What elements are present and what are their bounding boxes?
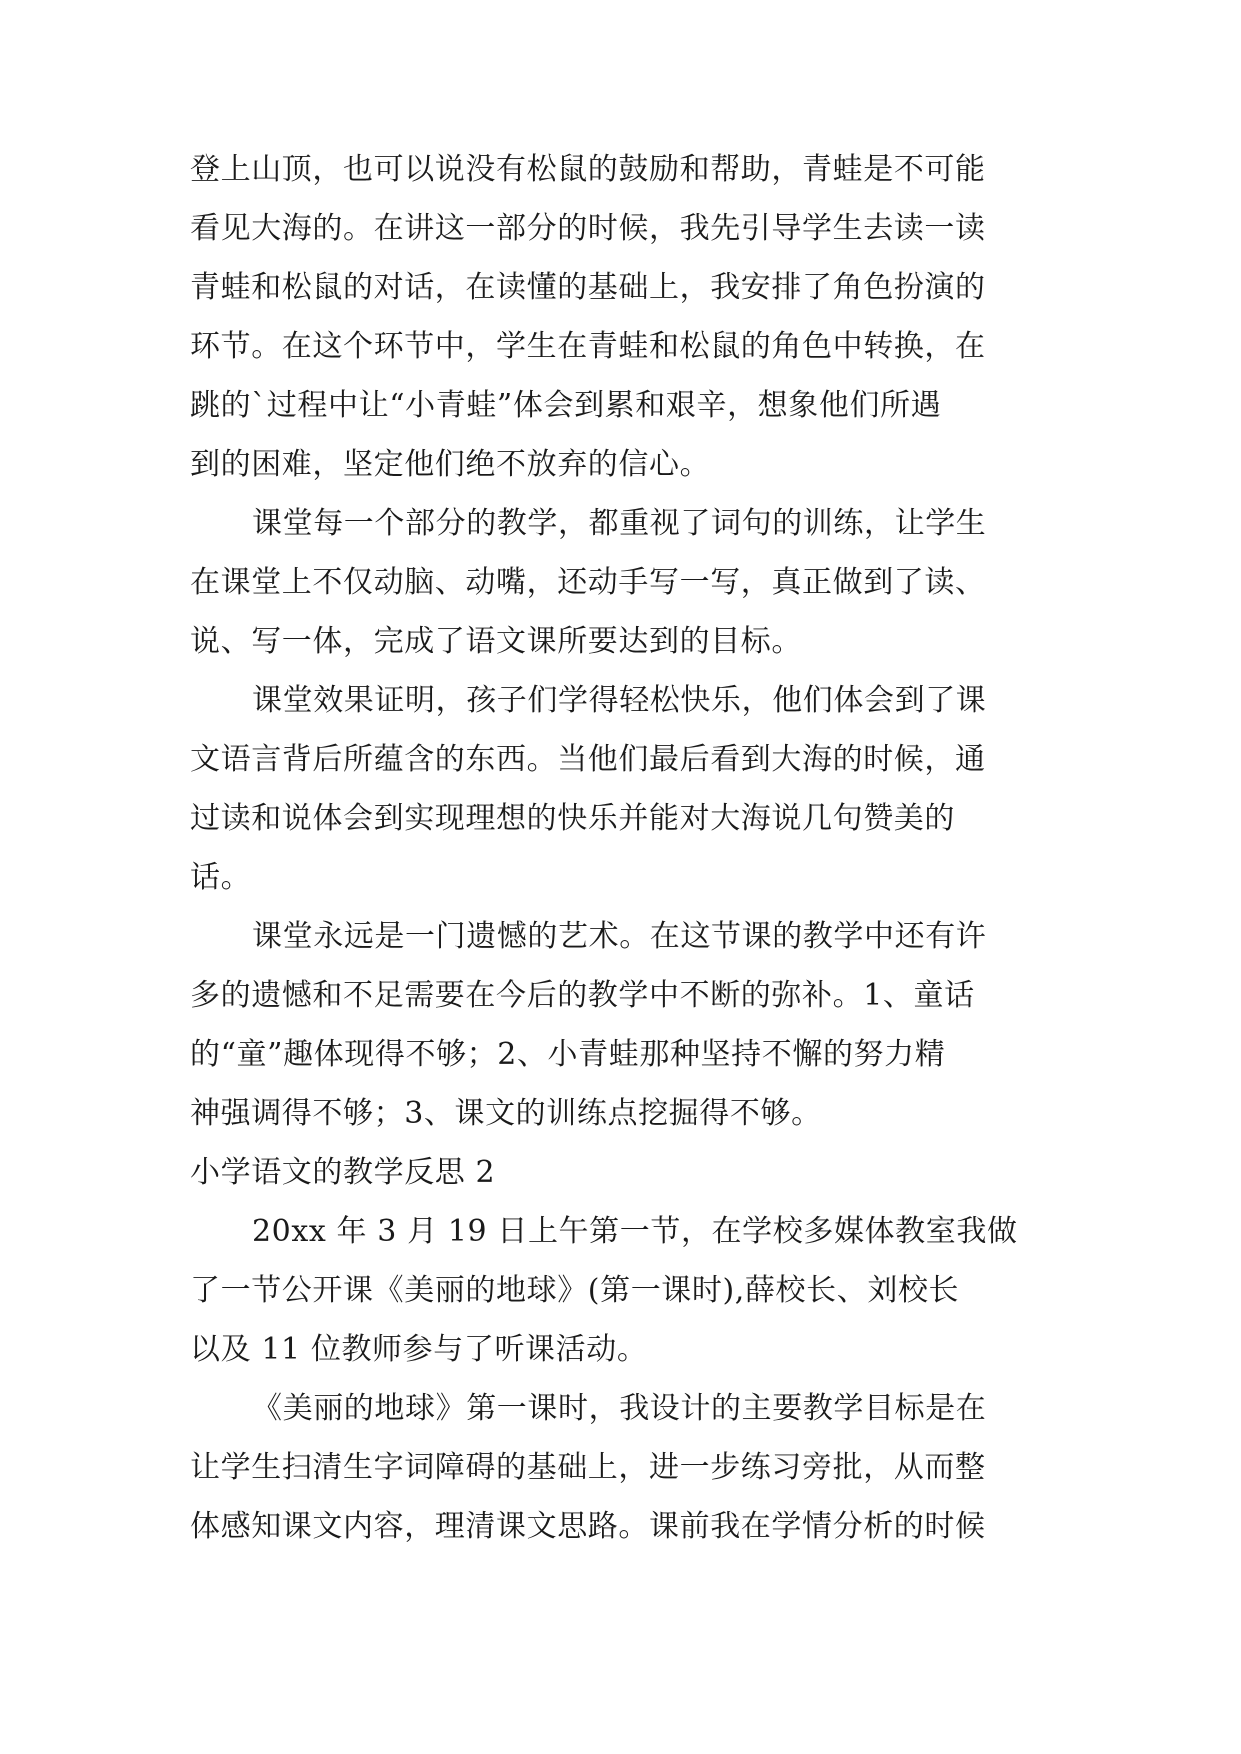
paragraph-start-line: 《美丽的地球》第一课时，我设计的主要教学目标是在 [252, 1391, 987, 1426]
text-line: 跳的`过程中让“小青蛙”体会到累和艰辛，想象他们所遇 [190, 388, 942, 423]
text-line: 文语言背后所蕴含的东西。当他们最后看到大海的时候，通 [190, 742, 986, 777]
text-line: 让学生扫清生字词障碍的基础上，进一步练习旁批，从而整 [190, 1450, 986, 1485]
text-line: 登上山顶，也可以说没有松鼠的鼓励和帮助，青蛙是不可能 [190, 152, 986, 187]
section-heading: 小学语文的教学反思 2 [190, 1155, 496, 1190]
text-line: 环节。在这个环节中，学生在青蛙和松鼠的角色中转换，在 [190, 329, 986, 364]
text-line: 话。 [190, 860, 252, 895]
paragraph-start-line: 课堂每一个部分的教学，都重视了词句的训练，让学生 [252, 506, 987, 541]
text-line: 青蛙和松鼠的对话，在读懂的基础上，我安排了角色扮演的 [190, 270, 986, 305]
text-line: 看见大海的。在讲这一部分的时候，我先引导学生去读一读 [190, 211, 986, 246]
text-line: 多的遗憾和不足需要在今后的教学中不断的弥补。1、童话 [190, 978, 975, 1013]
text-line: 以及 11 位教师参与了听课活动。 [190, 1332, 648, 1367]
text-line: 在课堂上不仅动脑、动嘴，还动手写一写，真正做到了读、 [190, 565, 986, 600]
paragraph-start-line: 课堂永远是一门遗憾的艺术。在这节课的教学中还有许 [252, 919, 987, 954]
text-line: 体感知课文内容，理清课文思路。课前我在学情分析的时候 [190, 1509, 986, 1544]
text-line: 到的困难，坚定他们绝不放弃的信心。 [190, 447, 711, 482]
paragraph-start-line: 课堂效果证明，孩子们学得轻松快乐，他们体会到了课 [252, 683, 987, 718]
paragraph-start-line: 20xx 年 3 月 19 日上午第一节，在学校多媒体教室我做 [252, 1214, 1018, 1249]
text-line: 过读和说体会到实现理想的快乐并能对大海说几句赞美的 [190, 801, 955, 836]
text-line: 了一节公开课《美丽的地球》(第一课时),薛校长、刘校长 [190, 1273, 960, 1308]
text-line: 的“童”趣体现得不够；2、小青蛙那种坚持不懈的努力精 [190, 1037, 946, 1072]
text-line: 神强调得不够；3、课文的训练点挖掘得不够。 [190, 1096, 822, 1131]
text-line: 说、写一体，完成了语文课所要达到的目标。 [190, 624, 802, 659]
